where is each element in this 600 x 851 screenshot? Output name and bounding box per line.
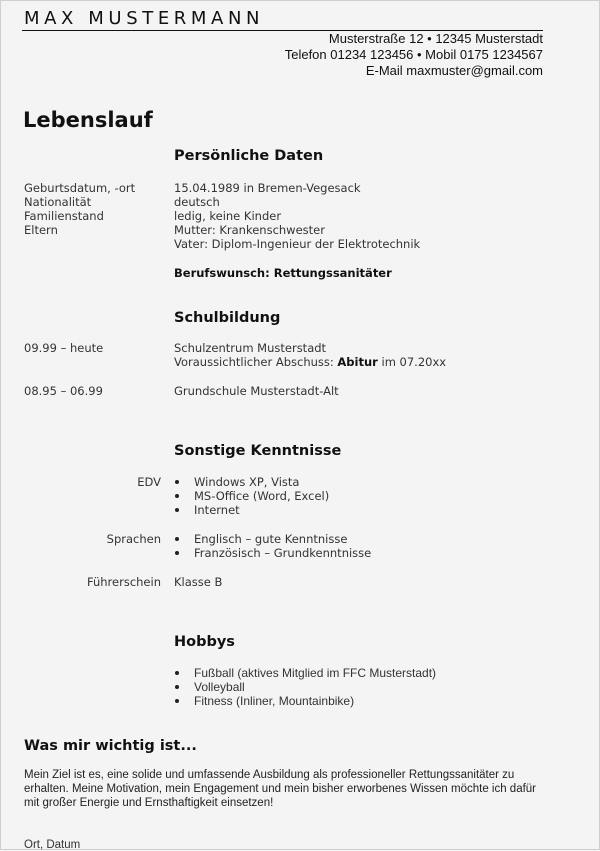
label-languages: Sprachen	[106, 532, 161, 546]
label-edv: EDV	[137, 475, 161, 489]
email: E-Mail maxmuster@gmail.com	[365, 63, 543, 78]
degree-prefix: Voraussichtlicher Abschuss:	[174, 355, 338, 369]
list-item: Französisch – Grundkenntnisse	[173, 546, 371, 560]
list-item: MS-Office (Word, Excel)	[173, 489, 329, 503]
motivation-text: Mein Ziel ist es, eine solide und umfassende Ausbildung als professioneller Rettungssanitäter zu erhalten. Meine Motivation, mein Engagement und mein bisher erworbenes Wissen möchte ich dafür mit großer Energie und Ernsthaftigkeit einsetzen!	[24, 769, 537, 810]
address: Musterstraße 12 • 12345 Musterstadt	[328, 31, 543, 46]
school-period-2: 08.95 – 06.99	[24, 384, 103, 398]
place-date-label: Ort, Datum	[24, 839, 81, 851]
edv-list	[173, 475, 329, 517]
career-goal: Berufswunsch: Rettungssanitäter	[174, 266, 392, 280]
value-drivers-license: Klasse B	[174, 575, 223, 589]
school-name-2: Grundschule Musterstadt-Alt	[174, 384, 339, 398]
list-item: Fitness (Inliner, Mountainbike)	[173, 694, 436, 708]
label-drivers-license: Führerschein	[86, 575, 161, 589]
page-title: Lebenslauf	[23, 108, 153, 132]
school-name-1: Schulzentrum Musterstadt	[174, 341, 327, 355]
value-marital-status: ledig, keine Kinder	[174, 209, 282, 223]
section-heading-motivation: Was mir wichtig ist...	[24, 738, 197, 754]
label-birth: Geburtsdatum, -ort	[24, 181, 136, 195]
list-item: Volleyball	[173, 680, 436, 694]
section-heading-skills: Sonstige Kenntnisse	[174, 443, 342, 459]
list-item: Englisch – gute Kenntnisse	[173, 532, 371, 546]
hobbies-list	[173, 666, 436, 708]
phone: Telefon 01234 123456 • Mobil 0175 1234567	[284, 47, 543, 62]
value-father: Vater: Diplom-Ingenieur der Elektrotechnik	[174, 237, 421, 251]
list-item: Internet	[173, 503, 329, 517]
school-period-1: 09.99 – heute	[24, 341, 104, 355]
degree-name: Abitur	[337, 355, 378, 369]
degree-suffix: im 07.20xx	[377, 355, 447, 369]
school-expected-degree	[174, 355, 446, 369]
section-heading-school: Schulbildung	[174, 310, 281, 326]
list-item: Windows XP, Vista	[173, 475, 329, 489]
value-nationality: deutsch	[174, 195, 220, 209]
label-marital-status: Familienstand	[24, 209, 104, 223]
applicant-name: MAX MUSTERMANN	[24, 8, 265, 29]
section-heading-personal: Persönliche Daten	[174, 148, 324, 164]
list-item: Fußball (aktives Mitglied im FFC Musterstadt)	[173, 666, 436, 680]
value-mother: Mutter: Krankenschwester	[174, 223, 325, 237]
languages-list	[173, 532, 371, 560]
section-heading-hobbies: Hobbys	[174, 634, 235, 650]
label-nationality: Nationalität	[24, 195, 92, 209]
value-birth: 15.04.1989 in Bremen-Vegesack	[174, 181, 361, 195]
label-parents: Eltern	[24, 223, 58, 237]
